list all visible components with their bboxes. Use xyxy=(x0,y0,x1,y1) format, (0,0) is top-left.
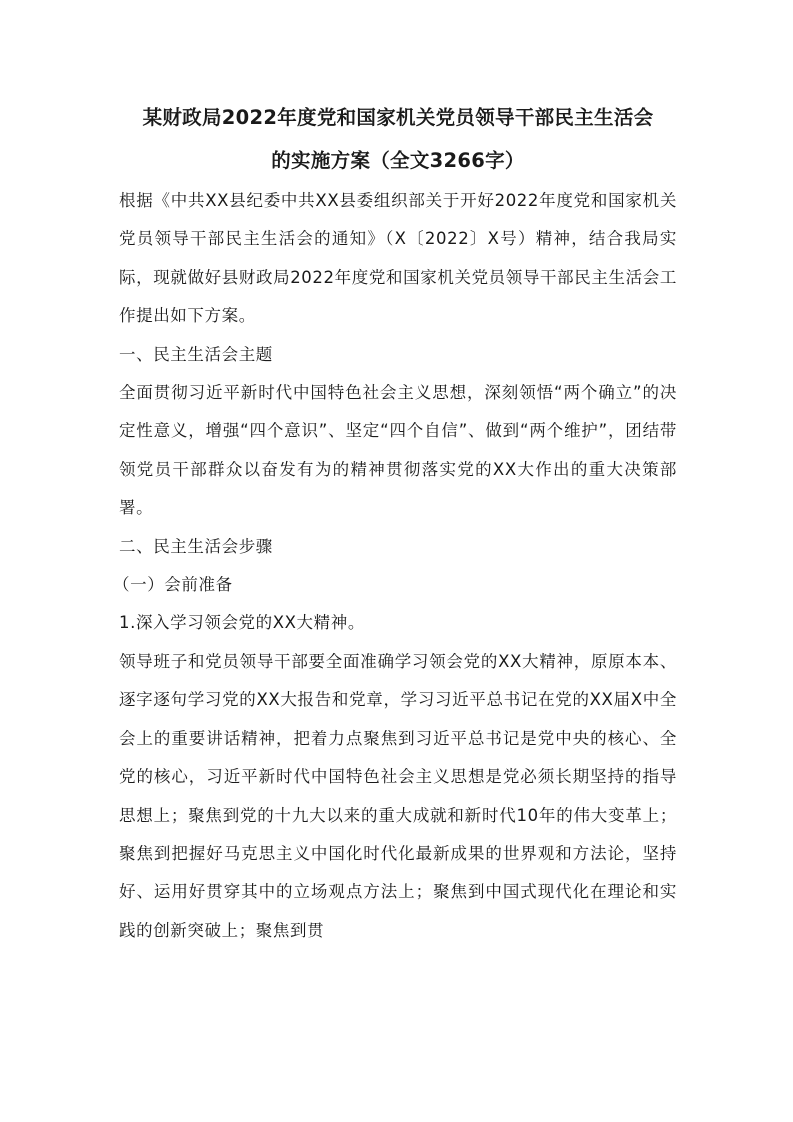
item-1-heading: 1.深入学习领会党的XX大精神。 xyxy=(119,613,365,633)
section-2-heading: 二、民主生活会步骤 xyxy=(119,536,273,556)
subsection-1-heading: （一）会前准备 xyxy=(113,575,233,595)
item-1-body: 领导班子和党员领导干部要全面准确学习领会党的XX大精神，原原本本、逐字逐句学习党的XX大报告和党章，学习习近平总书记在党的XX届X中全会上的重要讲话精神，把着力点聚焦到习近平总书记是党中央的核心、全党的核心，习近平新时代中国特色社会主义思想是党必须长期坚持的指导思想上；聚焦到党的十九大以来的重大成就和新时代10年的伟大变革上；聚焦到把握好马克思主义中国化时代化最新成果的世界观和方法论，坚持好、运用好贯穿其中的立场观点方法上；聚焦到中国式现代化在理论和实践的创新突破上；聚焦到贯 xyxy=(119,651,677,940)
section-1-body: 全面贯彻习近平新时代中国特色社会主义思想，深刻领悟“两个确立”的决定性意义，增强“四个意识”、坚定“四个自信”、做到“两个维护”，团结带领党员干部群众以奋发有为的精神贯彻落实党的XX大作出的重大决策部署。 xyxy=(119,383,677,518)
section-1-heading: 一、民主生活会主题 xyxy=(119,344,273,364)
document-page xyxy=(113,96,677,950)
title-line-1: 某财政局2022年度党和国家机关党员领导干部民主生活会 xyxy=(142,106,654,129)
document-title xyxy=(119,96,677,182)
intro-paragraph: 根据《中共XX县纪委中共XX县委组织部关于开好2022年度党和国家机关党员领导干部民主生活会的通知》（X〔2022〕X号）精神，结合我局实际，现就做好县财政局2022年度党和国家机关党员领导干部民主生活会工作提出如下方案。 xyxy=(119,191,677,326)
title-line-2: 的实施方案（全文3266字） xyxy=(271,149,525,172)
